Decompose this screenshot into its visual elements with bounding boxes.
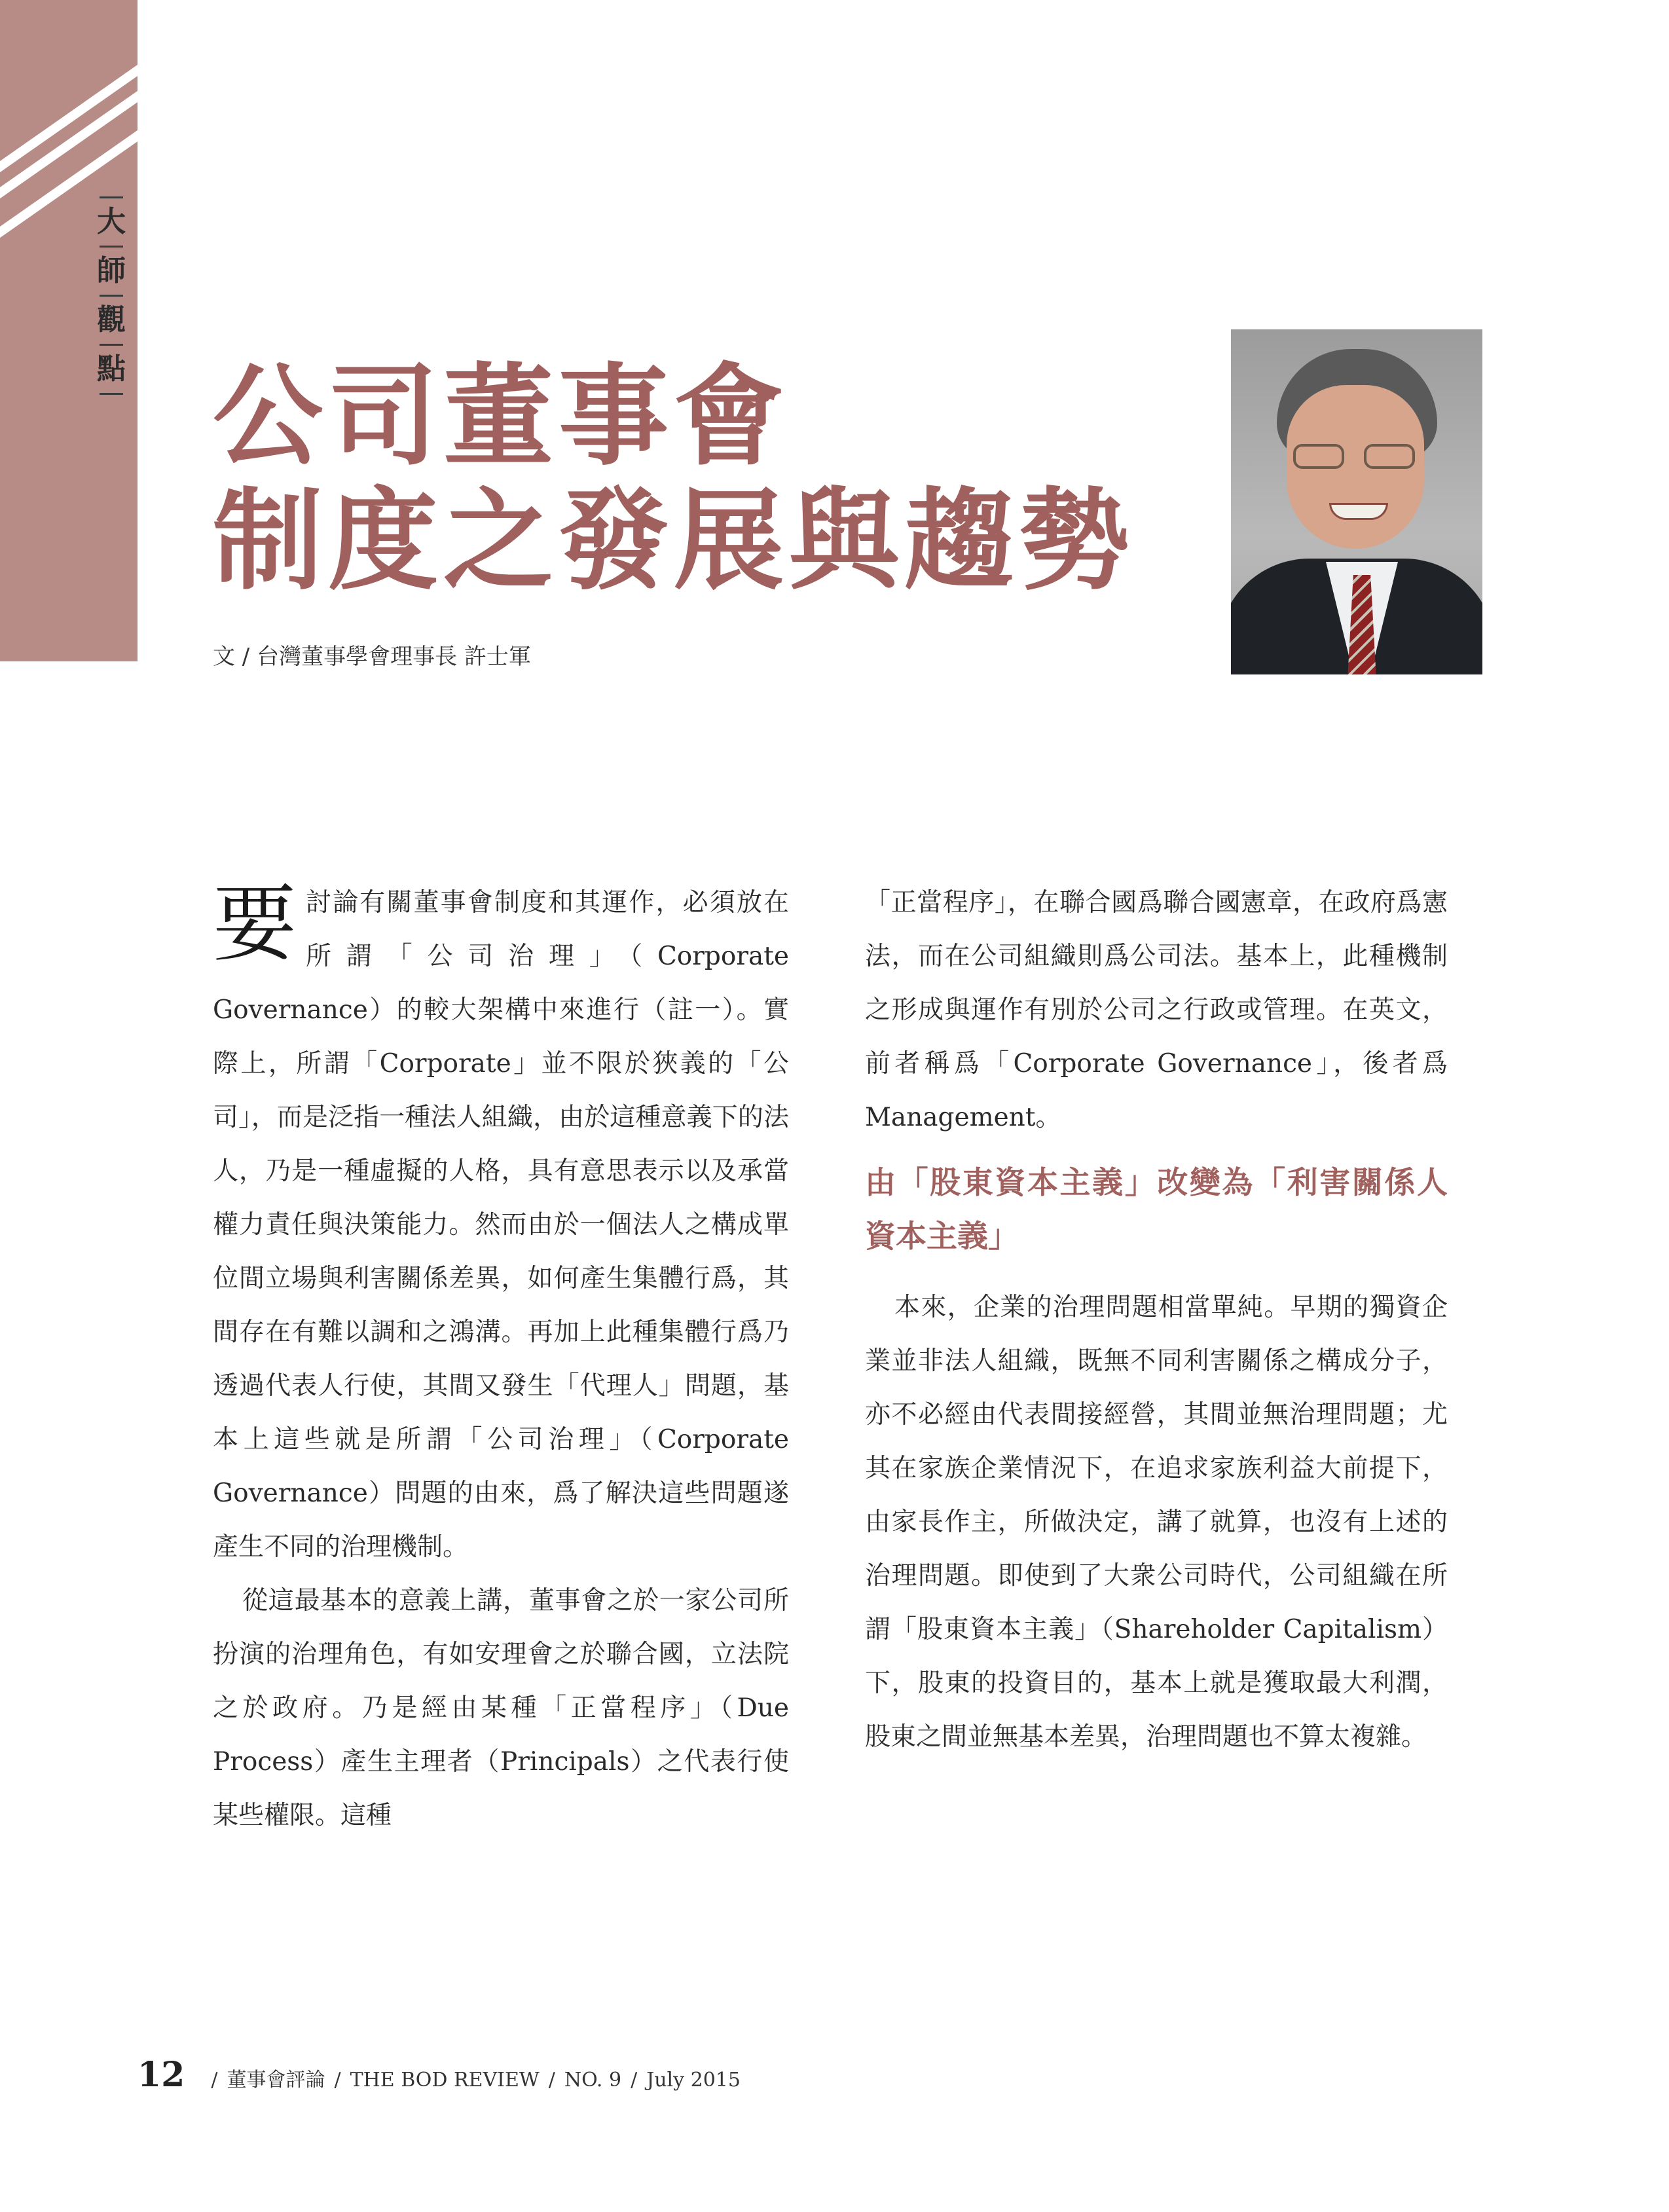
- right-column: [865, 876, 1448, 1764]
- article-title: [213, 351, 1208, 605]
- title-line-2: 制度之發展與趨勢: [213, 475, 1135, 605]
- paragraph-text: 討論有關董事會制度和其運作，必須放在所謂「公司治理」（Corporate Governance）的較大架構中來進行（註一）。實際上，所謂「Corporate」並不限於狹義的「公司」，而是泛指一種法人組織，由於這種意義下的法人，乃是一種虛擬的人格，具有意思表示以及承當權力責任與決策能力。然而由於一個法人之構成單位間立場與利害關係差異，如何產生集體行爲，其間存在有難以調和之鴻溝。再加上此種集體行爲乃透過代表人行使，其間又發生「代理人」問題，基本上這些就是所謂「公司治理」（Corporate Governance）問題的由來，爲了解決這些問題遂產生不同的治理機制。: [213, 888, 789, 1562]
- section-label-char: 大: [97, 205, 126, 238]
- left-column: [213, 876, 789, 1843]
- separator: /: [334, 2069, 341, 2092]
- drop-cap: 要: [213, 876, 297, 973]
- divider: [100, 196, 123, 198]
- separator: /: [211, 2069, 218, 2092]
- paragraph: 本來，企業的治理問題相當單純。早期的獨資企業並非法人組織，既無不同利害關係之構成分子，亦不必經由代表間接經營，其間並無治理問題；尤其在家族企業情況下，在追求家族利益大前提下，由家長作主，所做決定，講了就算，也沒有上述的治理問題。即使到了大衆公司時代，公司組織在所謂「股東資本主義」（Shareholder Capitalism）下，股東的投資目的，基本上就是獲取最大利潤，股東之間並無基本差異，治理問題也不算太複雜。: [865, 1293, 1448, 1752]
- issue-date: July 2015: [646, 2069, 741, 2092]
- divider: [100, 393, 123, 395]
- page-footer: [138, 2055, 741, 2095]
- page-number: 12: [138, 2055, 185, 2095]
- separator: /: [548, 2069, 555, 2092]
- section-label-char: 點: [97, 352, 126, 386]
- section-label-char: 觀: [97, 303, 126, 337]
- section-label: [95, 190, 128, 401]
- title-line-1: 公司董事會: [213, 351, 789, 481]
- author-portrait: [1231, 329, 1482, 674]
- divider: [100, 295, 123, 297]
- separator: /: [631, 2069, 638, 2092]
- paragraph: 從這最基本的意義上講，董事會之於一家公司所扮演的治理角色，有如安理會之於聯合國，立法院之於政府。乃是經由某種「正當程序」（Due Process）產生主理者（Principals）之代表行使某些權限。這種: [213, 1586, 789, 1830]
- magazine-name-en: THE BOD REVIEW: [350, 2069, 540, 2092]
- divider: [100, 246, 123, 248]
- section-label-char: 師: [97, 254, 126, 287]
- paragraph: 「正當程序」，在聯合國爲聯合國憲章，在政府爲憲法，而在公司組織則爲公司法。基本上，此種機制之形成與運作有別於公司之行政或管理。在英文，前者稱爲「Corporate Governance」，後者爲 Management。: [865, 888, 1448, 1132]
- author-byline: 文 / 台灣董事學會理事長 許士軍: [213, 644, 531, 670]
- section-heading: 由「股東資本主義」改變為「利害關係人資本主義」: [865, 1165, 1448, 1255]
- magazine-name-zh: 董事會評論: [227, 2069, 325, 2092]
- paragraph: [213, 876, 789, 1574]
- issue-number: NO. 9: [564, 2069, 622, 2092]
- divider: [100, 344, 123, 346]
